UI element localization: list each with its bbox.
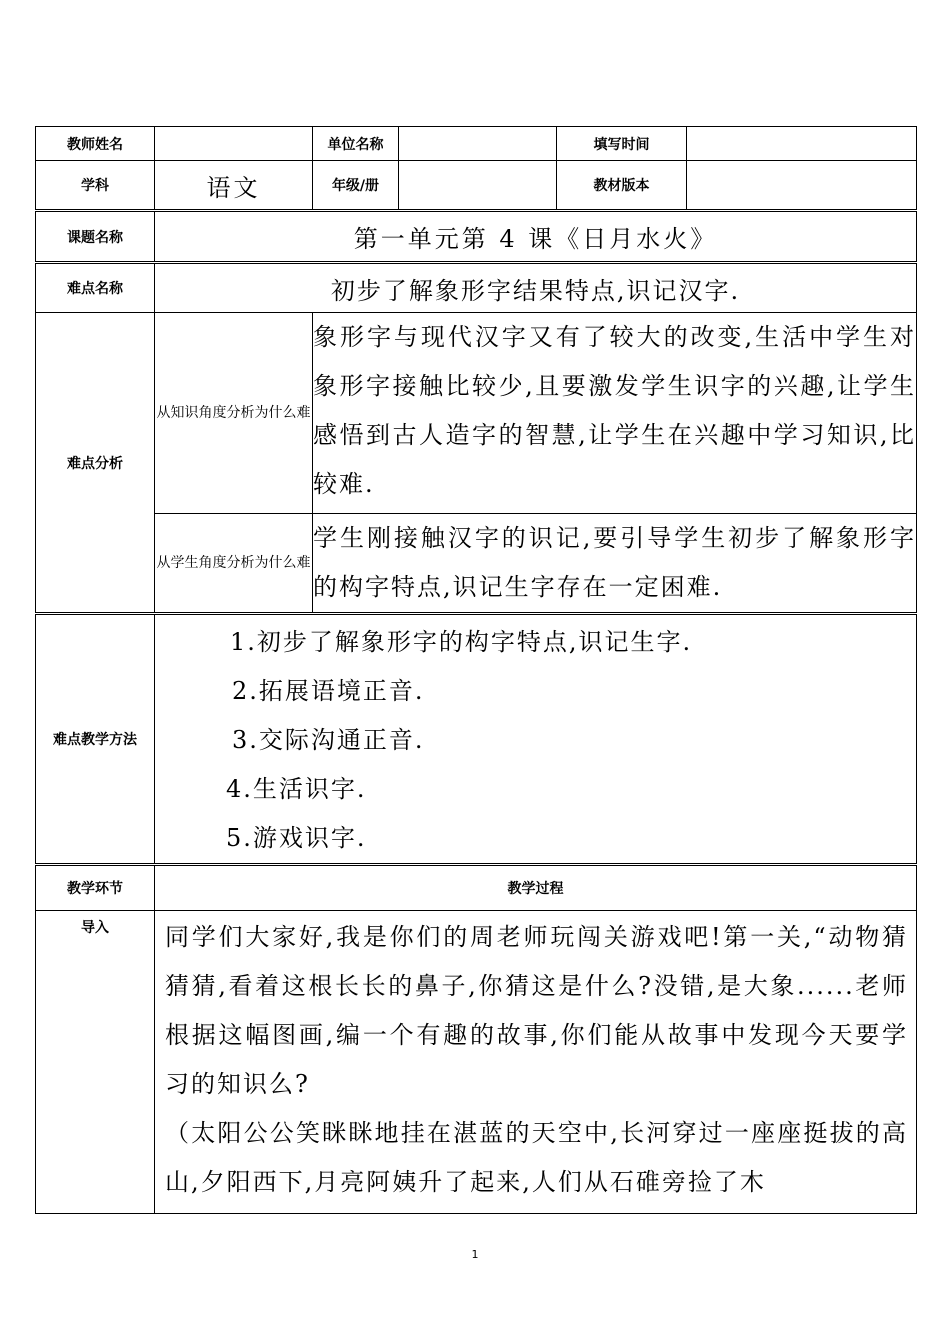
fill-time-value xyxy=(687,127,917,161)
stage-intro-label: 导入 xyxy=(36,911,155,1214)
intro-paragraph-2: （太阳公公笑眯眯地挂在湛蓝的天空中,长河穿过一座座挺拔的高山,夕阳西下,月亮阿姨升了起来,人们从石碓旁捡了木 xyxy=(165,1119,908,1196)
analysis-row-student xyxy=(36,514,917,614)
process-row-intro xyxy=(36,911,917,1214)
methods-row xyxy=(36,614,917,865)
topic-value: 第一单元第 4 课《日月水火》 xyxy=(155,211,917,263)
methods-label: 难点教学方法 xyxy=(36,614,155,865)
method-item-1: 1.初步了解象形字的构字特点,识记生字. xyxy=(230,628,693,656)
knowledge-angle-label: 从知识角度分析为什么难 xyxy=(155,313,313,514)
textbook-label: 教材版本 xyxy=(557,161,687,211)
process-header-row xyxy=(36,865,917,911)
method-item-4: 4.生活识字. xyxy=(226,775,367,803)
difficulty-row xyxy=(36,263,917,313)
method-item-5: 5.游戏识字. xyxy=(226,824,367,852)
student-angle-label: 从学生角度分析为什么难 xyxy=(155,514,313,614)
topic-row xyxy=(36,211,917,263)
header-row-1 xyxy=(36,127,917,161)
difficulty-label: 难点名称 xyxy=(36,263,155,313)
knowledge-angle-text: 象形字与现代汉字又有了较大的改变,生活中学生对象形字接触比较少,且要激发学生识字的兴趣,让学生感悟到古人造字的智慧,让学生在兴趣中学习知识,比较难. xyxy=(313,313,917,514)
intro-paragraph-1: 同学们大家好,我是你们的周老师玩闯关游戏吧!第一关,“动物猜猜猜,看着这根长长的鼻子,你猜这是什么?没错,是大象......老师根据这幅图画,编一个有趣的故事,你们能从故事中发现今天要学习的知识么? xyxy=(165,923,908,1098)
unit-name-value xyxy=(399,127,557,161)
subject-label: 学科 xyxy=(36,161,155,211)
textbook-value xyxy=(687,161,917,211)
fill-time-label: 填写时间 xyxy=(557,127,687,161)
process-header: 教学过程 xyxy=(155,865,917,911)
analysis-row-knowledge xyxy=(36,313,917,514)
topic-label: 课题名称 xyxy=(36,211,155,263)
subject-value: 语文 xyxy=(155,161,313,211)
student-angle-text: 学生刚接触汉字的识记,要引导学生初步了解象形字的构字特点,识记生字存在一定困难. xyxy=(313,514,917,614)
difficulty-value: 初步了解象形字结果特点,识记汉字. xyxy=(155,263,917,313)
method-item-3: 3.交际沟通正音. xyxy=(232,726,425,754)
process-intro-content xyxy=(155,911,917,1214)
header-row-2 xyxy=(36,161,917,211)
methods-list xyxy=(155,614,917,865)
grade-label: 年级/册 xyxy=(313,161,399,211)
lesson-plan-table xyxy=(35,126,917,1214)
analysis-label: 难点分析 xyxy=(36,313,155,614)
teacher-name-value xyxy=(155,127,313,161)
page-number: 1 xyxy=(471,1248,479,1261)
method-item-2: 2.拓展语境正音. xyxy=(232,677,425,705)
unit-name-label: 单位名称 xyxy=(313,127,399,161)
grade-value xyxy=(399,161,557,211)
teacher-name-label: 教师姓名 xyxy=(36,127,155,161)
stage-header: 教学环节 xyxy=(36,865,155,911)
